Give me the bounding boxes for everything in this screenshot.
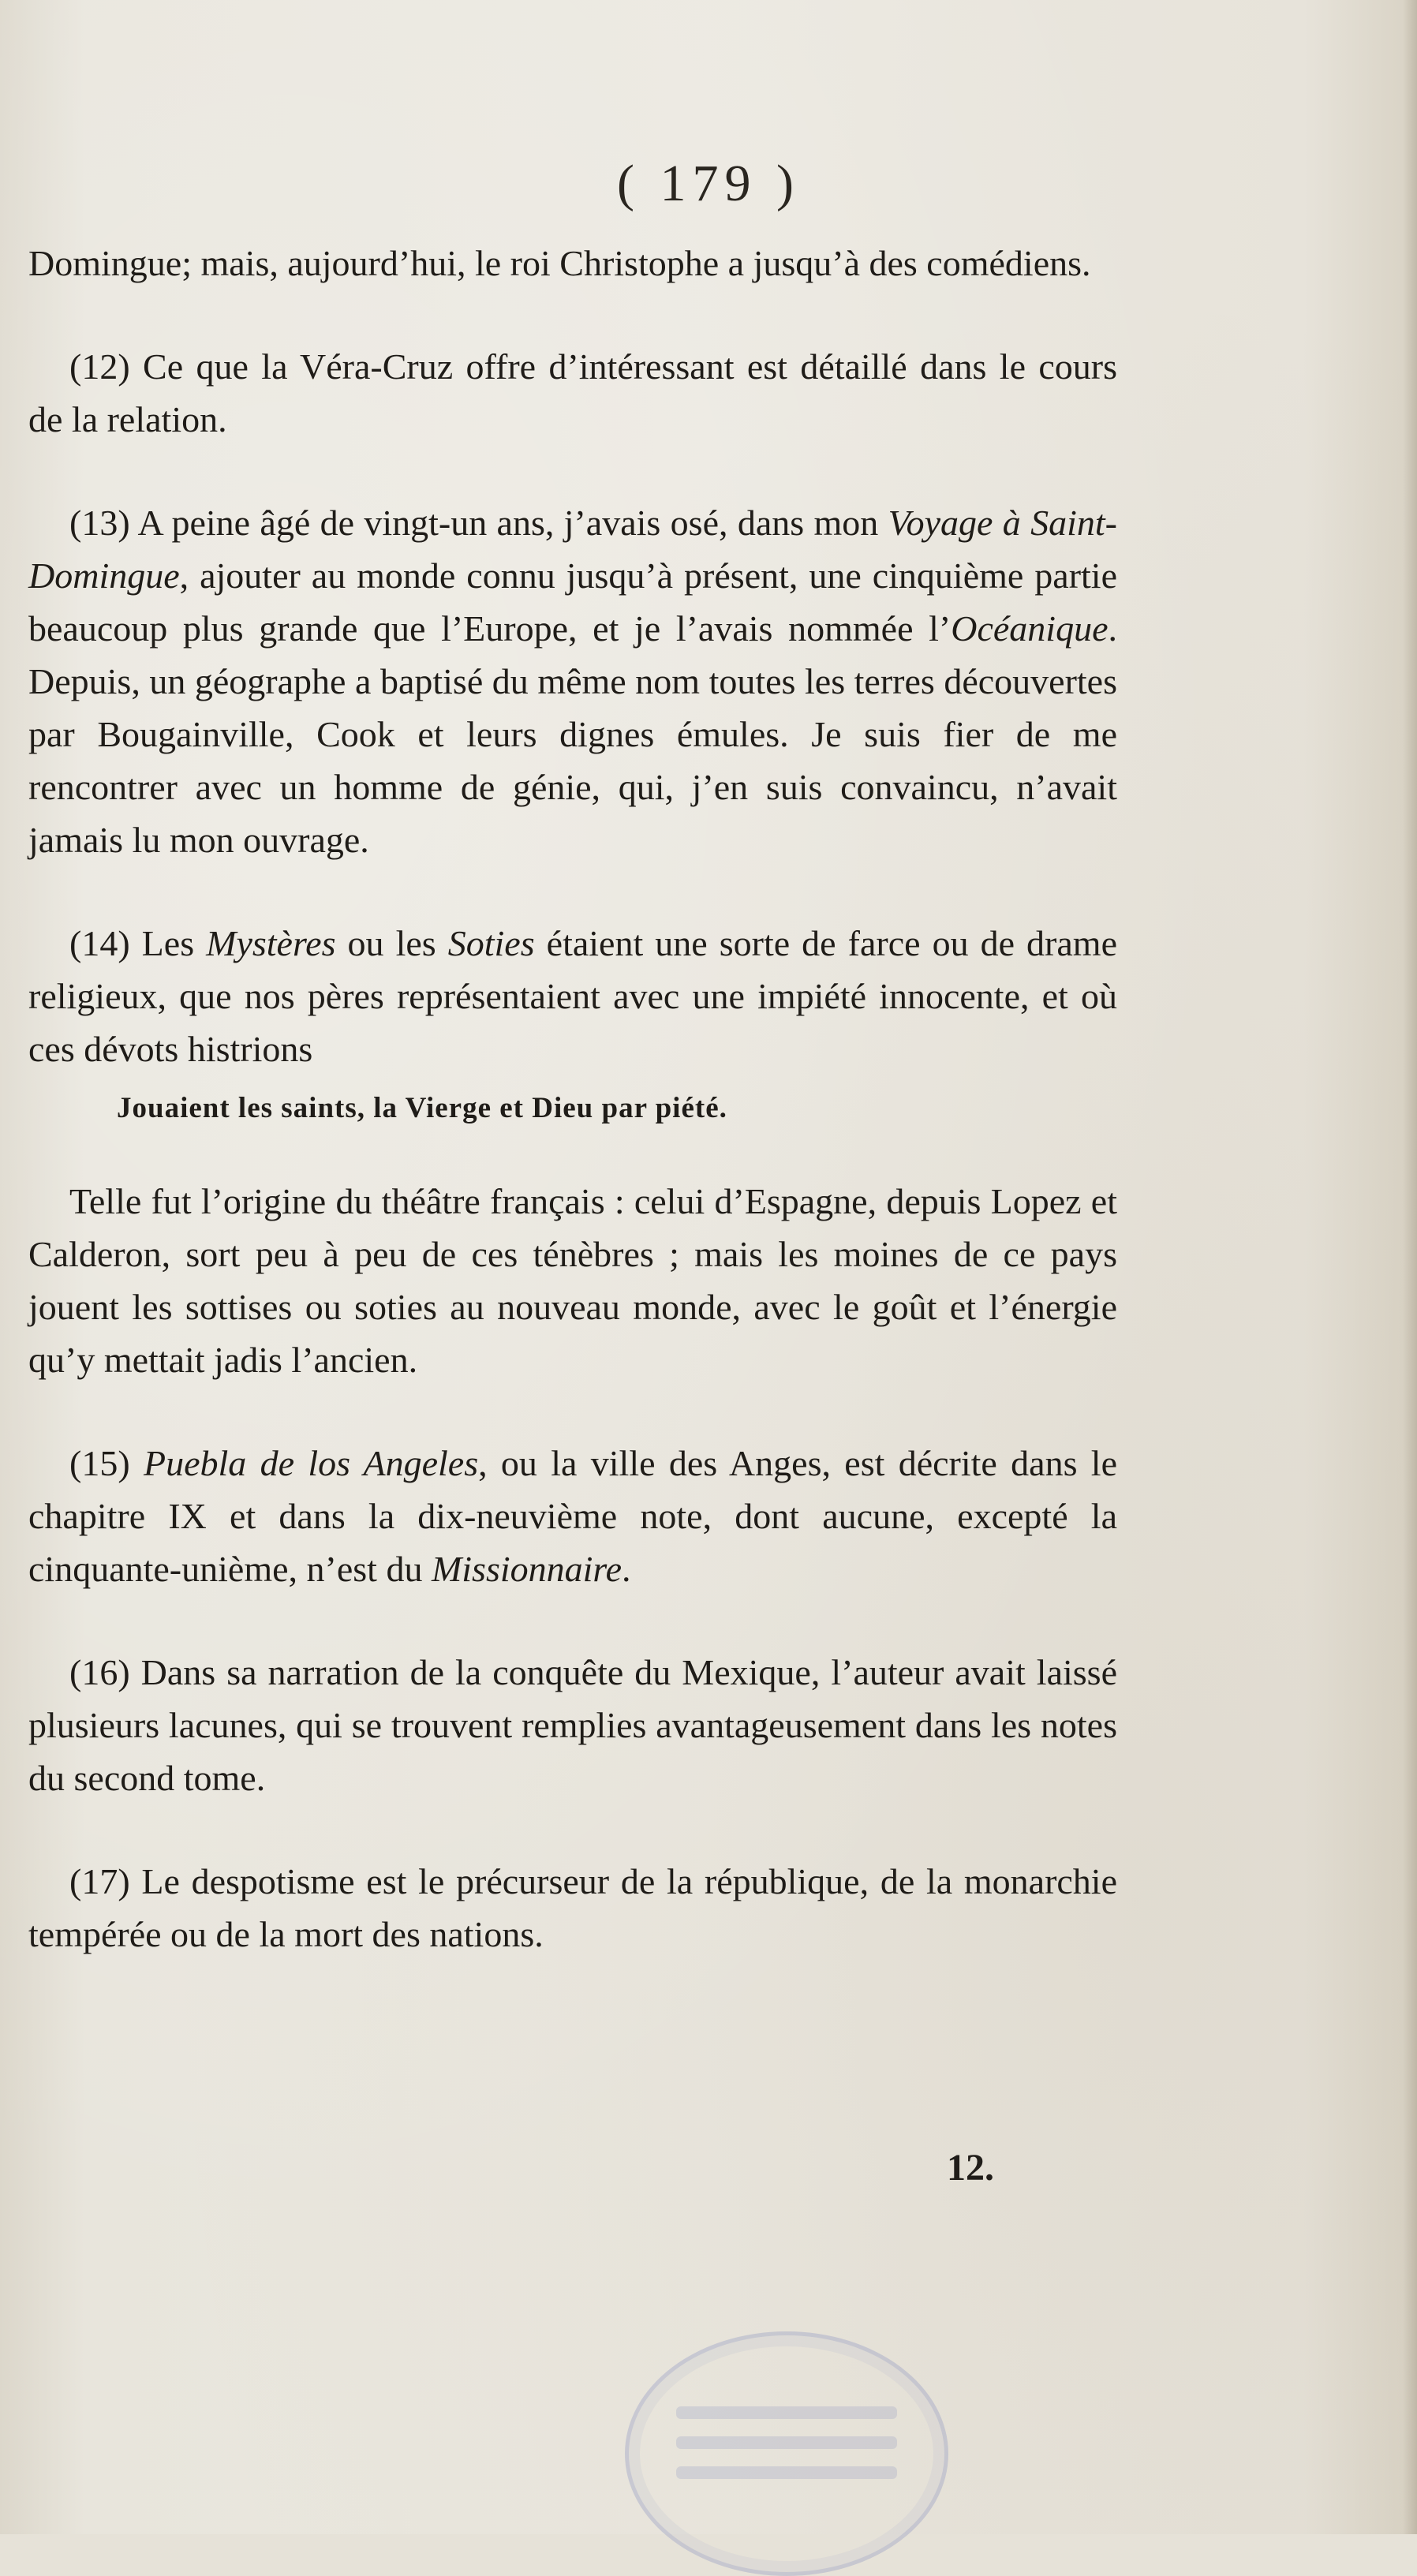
stamp-lines xyxy=(676,2406,897,2496)
note-15 xyxy=(28,1437,1117,1595)
note-text: , ajouter au monde connu jusqu’à présent, une cinquième partie beaucoup plus grande que l’Europe, et je l’avais nommée l’ xyxy=(28,555,1117,649)
page-body xyxy=(28,237,1117,2011)
note-text: Dans sa narration de la conquête du Mexique, l’auteur avait laissé plusieurs lacunes, qui se trouvent remplies avantageusement dans les notes du second tome. xyxy=(28,1652,1117,1798)
note-text: , ou la ville des Anges, est décrite dans le chapitre IX et dans la dix-neuvième note, dont aucune, excepté la cinquante-unième, n’est du xyxy=(28,1443,1117,1589)
note-text: Telle fut l’origine du théâtre français : celui d’Espagne, depuis Lopez et Calderon, sort peu à peu de ces ténèbres ; mais les moines de ce pays jouent les sottises ou soties au nouveau monde, avec le goût et l’énergie qu’y mettait jadis l’ancien. xyxy=(28,1181,1117,1380)
binding-shadow xyxy=(1403,0,1417,2534)
note-number: (15) xyxy=(69,1443,130,1483)
stamp-line xyxy=(676,2406,897,2419)
note-14 xyxy=(28,917,1117,1075)
paragraph-continuation xyxy=(28,237,1117,290)
page-number: ( 179 ) xyxy=(617,155,800,212)
note-number: (16) xyxy=(69,1652,130,1692)
signature-mark: 12. xyxy=(947,2147,994,2189)
place-name: Océanique xyxy=(951,608,1109,649)
stamp-line xyxy=(676,2436,897,2449)
verse-quote: Jouaient les saints, la Vierge et Dieu par piété. xyxy=(117,1092,727,1124)
note-14-continuation xyxy=(28,1175,1117,1386)
note-text: . Depuis, un géographe a baptisé du même nom toutes les terres découvertes par Bougainville, Cook et leurs dignes émules. Je suis fier de me rencontrer avec un homme de génie, qui, j’en suis convaincu, n’avait jamais lu mon ouvrage. xyxy=(28,608,1117,860)
note-text: Ce que la Véra-Cruz offre d’intéressant est détaillé dans le cours de la relation. xyxy=(28,346,1117,439)
book-title: Missionnaire xyxy=(431,1549,623,1589)
term-mysteres: Mystères xyxy=(206,923,336,963)
note-text: ou les xyxy=(335,923,448,963)
note-text: A peine âgé de vingt-un ans, j’avais osé, dans mon xyxy=(129,503,888,543)
paragraph-text: Domingue; mais, aujourd’hui, le roi Christophe a jusqu’à des comédiens. xyxy=(28,243,1091,283)
note-number: (13) xyxy=(69,503,130,543)
note-13 xyxy=(28,496,1117,866)
note-12 xyxy=(28,340,1117,446)
note-text: . xyxy=(622,1549,631,1589)
book-title: Voyage à Saint-Domingue xyxy=(28,503,1117,596)
note-text: étaient une sorte de farce ou de drame religieux, que nos pères représentaient avec une impiété innocente, et où ces dévots histrions xyxy=(28,923,1117,1069)
note-16 xyxy=(28,1646,1117,1804)
note-number: (12) xyxy=(69,346,130,387)
note-text: Les xyxy=(129,923,207,963)
library-stamp-icon xyxy=(625,2331,948,2576)
note-text: Le despotisme est le précurseur de la république, de la monarchie tempérée ou de la mort des nations. xyxy=(28,1861,1117,1954)
note-number: (14) xyxy=(69,923,130,963)
place-name: Puebla de los Angeles xyxy=(143,1443,479,1483)
term-soties: Soties xyxy=(447,923,535,963)
stamp-line xyxy=(676,2466,897,2479)
note-number: (17) xyxy=(69,1861,130,1901)
note-17 xyxy=(28,1855,1117,1961)
